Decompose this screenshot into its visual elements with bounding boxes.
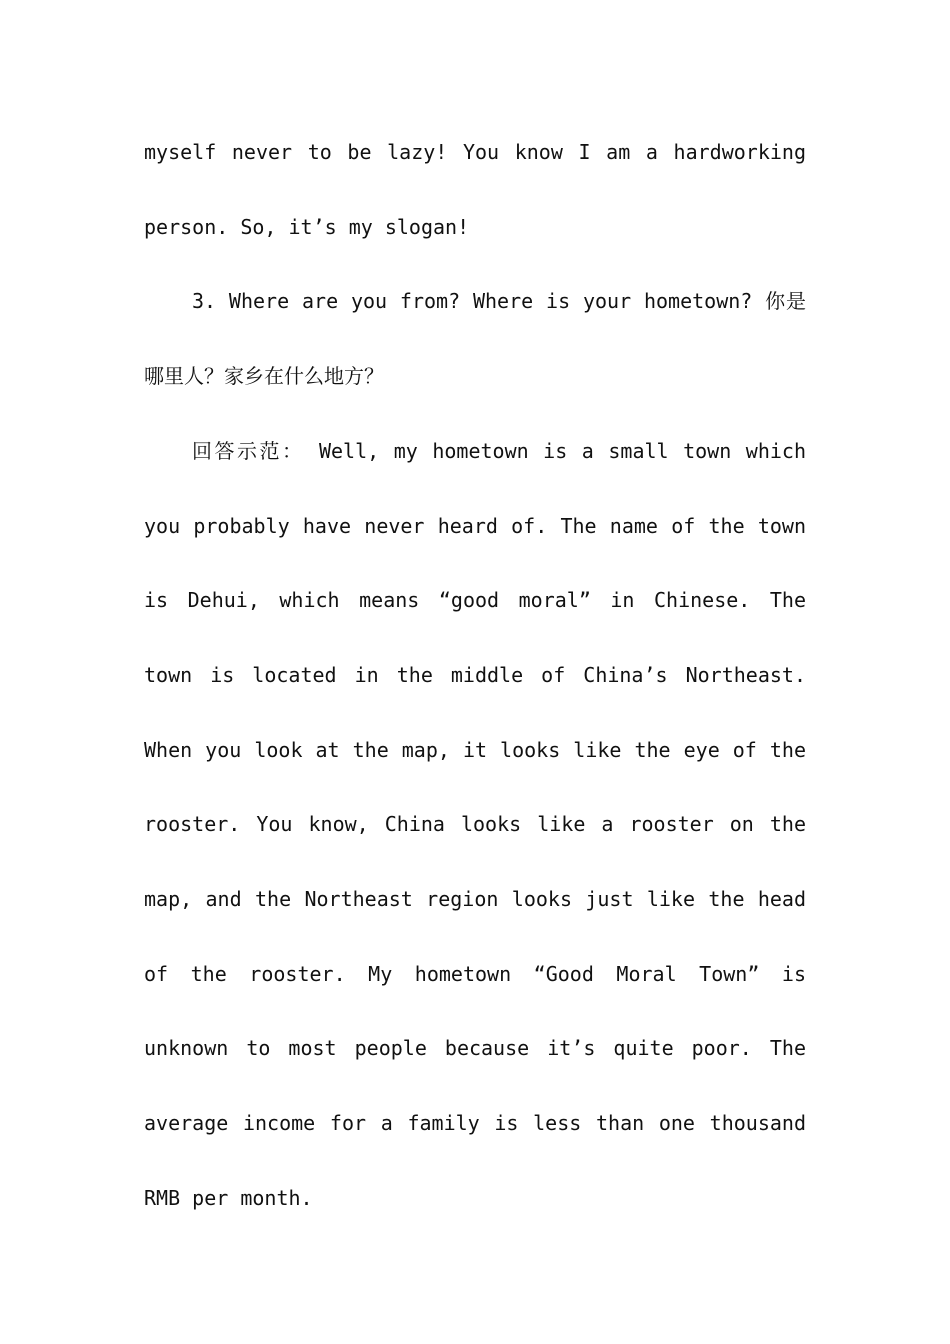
answer-paragraph-start: 回答示范： Well, my hometown is a small town which (192, 439, 806, 463)
text-line-10: rooster. You know, China looks like a rooster on the (144, 812, 806, 836)
text-line-1: myself never to be lazy! You know I am a hardworking (144, 140, 806, 164)
text-line-12: of the rooster. My hometown “Good Moral Town” is (144, 962, 806, 986)
text-line-13: unknown to most people because it’s quite poor. The (144, 1036, 806, 1060)
question-heading: 3. Where are you from? Where is your hometown? 你是 (192, 289, 806, 313)
text-line-8: town is located in the middle of China’s Northeast. (144, 663, 806, 687)
text-line-9: When you look at the map, it looks like the eye of the (144, 738, 806, 762)
text-line-15: RMB per month. (144, 1186, 313, 1210)
question-heading-continued: 哪里人？家乡在什么地方？ (144, 364, 384, 388)
text-line-14: average income for a family is less than one thousand (144, 1111, 806, 1135)
text-line-11: map, and the Northeast region looks just like the head (144, 887, 806, 911)
text-line-6: you probably have never heard of. The name of the town (144, 514, 806, 538)
text-line-7: is Dehui, which means “good moral” in Chinese. The (144, 588, 806, 612)
text-line-2: person. So, it’s my slogan! (144, 215, 470, 239)
